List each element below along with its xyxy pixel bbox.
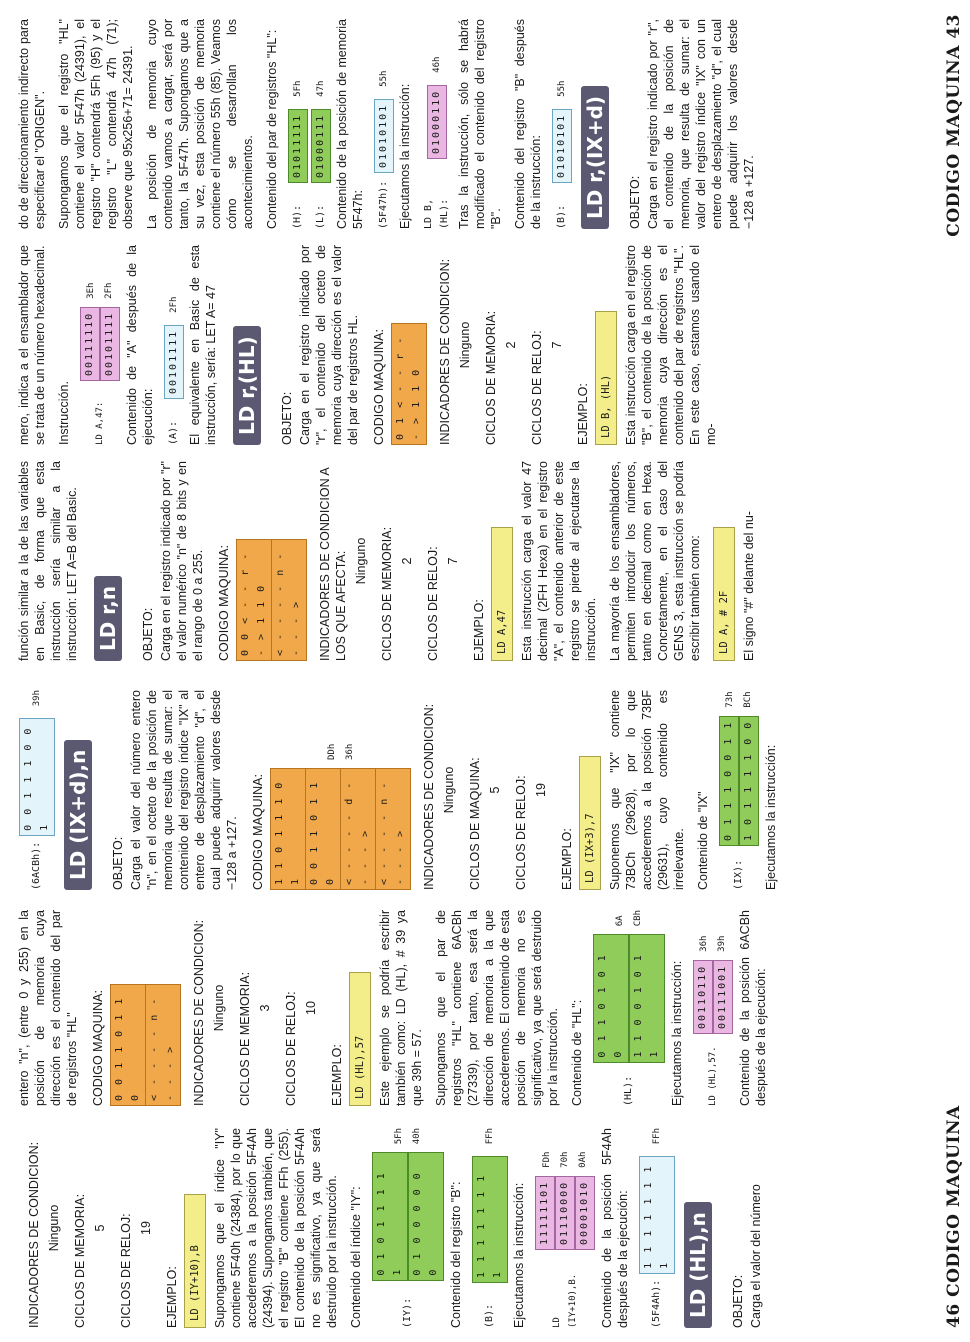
memory-cycles-value: 3 [258,1004,272,1012]
bit-cell: 1 1 1 1 1 1 1 1 [472,1156,508,1283]
paragraph: Suponemos que "IX" contiene 73BCh (29628), por lo que accederemos a la posición 73BF (29631), cuyo contenido es irrelevante. [608,690,686,890]
hex-value: 3Eh [86,282,96,299]
hex-value: 5Fh [394,1128,404,1145]
register-ix [719,690,759,890]
example-label: EJEMPLO: [576,383,590,445]
paragraph: Contenido de "A" después de la ejecución: [125,245,155,445]
bit-cell: 01000111 [311,109,331,183]
register-name: (5F4Ah): [651,1279,662,1328]
bit-stack [719,716,759,846]
indicators-value: Ninguno [442,766,456,814]
bit-cell: 01110000 [555,1176,575,1250]
register-l [311,19,331,229]
code-row: 0 1 < - - r - - > 1 1 0 [395,335,422,440]
hex-value: 70h [560,1151,570,1168]
machine-code-label: CODIGO MAQUINA: [372,329,386,445]
bit-cell: 00001010 [575,1176,595,1250]
hex-value: FFh [652,1128,662,1145]
section-title: LD r,(HL) [233,326,261,445]
clock-cycles-value: 7 [446,557,460,565]
register-h [288,19,308,229]
instruction-name: LD (IY+10),B. [552,1273,578,1328]
objective-label: OBJETO: [628,175,642,229]
paragraph: entero "n", (entre 0 y 255) en la posición de memoria cuya dirección es el contenido del par de registros "HL" [17,910,79,1106]
bit-cell: 00111110 [80,307,100,381]
memory-cycles-label: CICLOS DE MEMORIA: [238,971,252,1106]
paragraph: Contenido de la posición 6ACBh después de la ejecución: [738,910,768,1106]
hex-stack [391,1128,425,1144]
register-name: (B): [484,1303,495,1328]
bit-cell: 11111101 [535,1176,555,1250]
register-name: (A): [168,420,179,445]
memory-5f47h [374,19,394,229]
example-label: EJEMPLO: [560,828,574,890]
paragraph: Contenido del par de registros "HL": [265,29,279,229]
memory-cycles-label: CICLOS DE MEMORIA: [484,310,498,445]
indicators-value: Ninguno [212,984,226,1032]
paragraph: Ejecutamos la instrucción: [764,744,778,890]
paragraph: Ejecutamos la instrucción: [670,960,684,1106]
register-name: (IX): [733,859,744,890]
objective-label: OBJETO: [141,607,155,661]
example-box: LD (IY+10),B [184,1194,206,1328]
objective-text: Carga en el registro indicado por "r", el contenido del octeto de memoria cuya dirección es el valor del par de registros HL. [298,245,360,445]
hex-stack [324,744,358,760]
memory-cycles-value: 5 [93,1224,107,1232]
clock-cycles-value: 19 [534,783,548,797]
clock-cycles-value: 19 [139,1221,153,1235]
code-row: 1 1 0 1 1 1 0 1 [274,780,301,885]
instruction-name: LD A,47: [95,401,105,445]
objective-text: Carga el valor del número entero "n", en el octeto de la posición de memoria que resulta de sumar: el contenido del registro índice "IX" al entero de desplazamiento "d", el cual puede adquirir valores desde −128 a +127. [129,690,239,890]
memory-5f4ah [639,1128,675,1328]
right-col-3 [16,19,765,229]
machine-code-label: CODIGO MAQUINA: [251,774,265,890]
hex-value: 0Ah [578,1151,588,1168]
register-name: (6ACBh): [31,841,42,890]
hex-stack [539,1152,591,1168]
hex-value: 73h [725,691,735,708]
paragraph: Ejecutamos la instrucción: [512,1182,526,1328]
bit-cell: 0 1 1 0 1 0 1 0 [593,934,629,1062]
objective-label: OBJETO: [280,391,294,445]
machine-code-box [236,539,307,661]
code-row: 0 0 < - - r - - > 1 1 0 [240,551,267,656]
section-title: LD (IX+d),n [64,740,92,890]
indicators-label: INDICADORES DE CONDICION: [422,703,436,890]
hex-value: FFh [485,1128,495,1145]
bit-cell: 01010101 [552,109,572,183]
instruction-bytes [535,1128,595,1328]
hex-value: FDh [542,1151,552,1168]
machine-code-box [391,323,427,445]
code-row: 0 0 1 1 0 1 1 0 [305,769,340,889]
register-b [472,1128,508,1328]
memory-6acbh [19,690,55,890]
bit-cell: 01000110 [427,85,447,159]
hex-value: 47h [316,80,326,97]
example-label: EJEMPLO: [165,1266,179,1328]
page-46 [0,671,970,1342]
indicators-value: Ninguno [458,321,472,369]
paragraph: función similar a la de las variables en Basic, de forma que esta instrucción sería similar a la instrucción: LET A=B del Basic. [17,461,79,661]
memory-cycles-value: 2 [400,557,414,565]
bit-cell: 00101111 [100,307,120,381]
bit-cell: 0 1 1 1 0 0 1 1 [719,716,739,846]
register-iy [372,1128,444,1328]
paragraph: mero, indica a el ensamblador que se trata de un número hexadecimal. [17,245,47,445]
paragraph: Este ejemplo se podría escribir también como: LD (HL), # 39 ya que 39h = 57. [378,910,424,1106]
register-name: (IY): [402,1297,413,1328]
machine-code-box [110,984,181,1106]
register-name: (5F47h): [378,180,389,229]
hex-value: DDh [326,743,337,760]
hex-value: 2Fh [169,296,179,313]
objective-text: Carga en el registro indicado por "r" el valor numérico "n" de 8 bits y en el rango de 0 a 255. [159,461,205,661]
left-col-1 [16,1128,772,1328]
right-col-2 [16,245,727,445]
indicators-label: INDICADORES DE CONDICION: [27,1141,41,1328]
register-name: (HL): [623,1075,634,1106]
example-box: LD B, (HL) [595,311,617,445]
paragraph: Contenido de "IX" [696,791,710,890]
paragraph: La posición de memoria cuyo contenido vamos a cargar, será por tanto, la 5F47h. Supongamos que a su vez, esta posición de memoria contiene el número 55h (85). Veamos cómo se desarrollan los acontecimientos. [145,19,255,229]
clock-cycles-value: 7 [550,341,564,349]
section-title: LD r,n [94,576,122,661]
example-label: EJEMPLO: [330,1044,344,1106]
code-row: 0 0 1 1 0 1 1 0 [114,996,141,1101]
bit-cell: 0 1 0 0 0 0 0 0 [408,1152,444,1280]
paragraph: Contenido de "HL": [570,999,584,1106]
bit-cell: 1 1 0 0 1 0 1 1 [629,934,665,1062]
machine-code-label: CODIGO MAQUINA: [91,990,105,1106]
paragraph: Supongamos que el registro "HL" contiene el valor 5F47h (24391), el registro "H" contendrá 5Fh (95) y el registro "L" contendrá 47h (71); observe que 95x256+71= 24391. [57,19,135,229]
objective-label: OBJETO: [111,836,125,890]
bit-stack [535,1176,595,1250]
machine-cycles-value: 5 [488,786,502,794]
bit-stack [80,307,120,381]
paragraph: Esta instrucción carga en el registro "B", el contenido de la posición de memoria cuya dirección es el contenido del par de registros "HL". En este caso, estamos usando el mo- [624,245,718,445]
indicators-label: INDICADORES DE CONDICION: [438,258,452,445]
machine-cycles-label: CICLOS DE MAQUINA: [468,757,482,890]
paragraph: Supongamos que el índice "IY" contiene 5F40h (24384), por lo que accederemos a la posición 5F4Ah (24394). Supongamos también, que el registro "B" contiene FFh (255). El contenido de la posición 5F4Ah no es significativo, ya que será destruido por la instrucción. [213,1128,339,1328]
objective-text: Carga en el registro indicado por "r", el contenido de la posición de memoria, que resulta de sumar: el valor del registro índice "IX" con un entero de desplazamiento "d", el cual puede adquirir los valores desde −128 a +127. [646,19,756,229]
code-row: < - - - - n - - - - > [375,769,410,889]
clock-cycles-label: CICLOS DE RELOJ: [426,546,440,661]
hex-value: BCh [743,691,753,708]
hex-value: CBh [633,910,643,927]
paragraph: Tras la instrucción, sólo se habrá modificado el contenido del registro "B". [457,19,503,229]
bit-cell: 0 1 0 1 1 1 1 1 [372,1152,408,1280]
section-title: LD r,(IX+d) [581,86,609,229]
right-col-1 [16,461,765,661]
hex-value: 46h [432,56,442,73]
code-row: < - - - - d - - - - > [340,769,375,889]
page-footer: CODIGO MAQUINA 43 [944,14,964,237]
instruction-bytes [80,245,120,445]
bit-cell: 00101111 [164,325,184,399]
bit-cell: 00110110 [693,960,713,1034]
paragraph: El signo "#" delante del nu- [742,511,756,661]
hex-stack [83,283,117,299]
hex-value: 36h [344,743,355,760]
left-col-3 [16,690,787,890]
indicators-label: INDICADORES DE CONDICION: [192,919,206,1106]
example-box-alt: LD A, # 2F [713,527,735,661]
bit-cell: 01011111 [288,109,308,183]
paragraph: El equivalente en Basic de esta instrucción, sería: LET A= 47 [188,245,218,445]
bit-stack [372,1152,444,1280]
instruction-name: LD B, (HL): [423,198,450,229]
instruction-name: LD (HL),57. [708,1046,718,1106]
hex-value: 55h [379,70,389,87]
machine-code-label: CODIGO MAQUINA: [217,545,231,661]
paragraph: Contenido de la posición de memoria 5F47h: [335,19,365,229]
bit-stack [593,934,665,1062]
left-col-2 [16,910,777,1106]
bit-cell: 1 1 1 1 1 1 1 1 [639,1156,675,1274]
section-title: LD (HL),n [684,1202,712,1328]
paragraph: Contenido del registro "B": [449,1181,463,1328]
hex-stack [722,691,756,707]
paragraph: Contenido de la posición 5F4Ah después de la ejecución: [600,1128,630,1328]
indicators-value: Ninguno [47,1204,61,1252]
memory-cycles-label: CICLOS DE MEMORIA: [380,526,394,661]
page-footer: 46 CODIGO MAQUINA [944,1105,964,1328]
paragraph: Instrucción. [57,381,71,445]
register-name: (B): [556,204,567,229]
clock-cycles-label: CICLOS DE RELOJ: [284,991,298,1106]
code-row: < - - - - n - - - - > [145,985,180,1105]
machine-code-box [270,768,411,890]
register-hl [593,910,665,1106]
hex-value: 36h [699,935,709,952]
example-box: LD A,47 [491,527,513,661]
register-b [552,19,572,229]
clock-cycles-label: CICLOS DE RELOJ: [530,330,544,445]
bit-cell: 01010101 [374,99,394,173]
register-name: (H): [292,204,303,229]
hex-value: 55h [557,80,567,97]
machine-code-group [270,690,411,890]
clock-cycles-label: CICLOS DE RELOJ: [514,775,528,890]
paragraph: La mayoría de los ensambladores, permiten introducir los números, tanto en decimal como en Hexa. Concretamente, en el caso del GENS 3, esta instrucción se podría escribir también como: [608,461,702,661]
hex-value: 6A [615,915,625,927]
hex-value: 39h [717,935,727,952]
hex-stack [612,910,646,926]
objective-label: OBJETO: [731,1274,745,1328]
register-a [164,245,184,445]
instruction-bytes [421,19,453,229]
bit-cell: 0 0 1 1 1 0 0 1 [19,718,55,836]
clock-cycles-label: CICLOS DE RELOJ: [119,1213,133,1328]
example-box: LD (IX+3),7 [579,756,601,890]
hex-value: 5Fh [293,80,303,97]
indicators-label: INDICADORES DE CONDICION A LOS QUE AFECTA: [318,467,348,661]
hex-value: 39h [32,690,42,707]
memory-cycles-label: CICLOS DE MEMORIA: [73,1193,87,1328]
paragraph: Ejecutamos la instrucción: [398,83,412,229]
hex-value: 2Fh [104,282,114,299]
hex-value: 40h [412,1128,422,1145]
paragraph: do de direccionamiento indirecto para especificar el "ORIGEN". [17,19,47,229]
bit-stack [693,960,733,1034]
register-name: (L): [315,204,326,229]
hex-stack [696,936,730,952]
paragraph: Esta instrucción carga el valor 47 decimal (2FH Hexa) en el registro "A", el contenido anterior de este registro se pierde al ejecutarse la instrucción. [520,461,598,661]
indicators-value: Ninguno [354,537,368,585]
instruction-bytes [693,910,733,1106]
paragraph: Contenido del índice "IY": [349,1186,363,1328]
paragraph: Supongamos que el par de registros "HL" contiene 6ACBh (27339), por tanto, esa será la dirección de memoria a la que accederemos. El contenido de esta posición de memoria no es significativo, ya que será destruido por la instrucción. [434,910,560,1106]
bit-cell: 00111001 [713,960,733,1034]
clock-cycles-value: 10 [304,1001,318,1015]
paragraph: Contenido del registro "B" después de la instrucción: [513,19,543,229]
example-label: EJEMPLO: [472,599,486,661]
objective-text: Carga el valor del número [749,1184,763,1328]
bit-cell: 1 0 1 1 1 1 0 0 [739,716,759,846]
memory-cycles-value: 2 [504,341,518,349]
example-box: LD (HL),57 [349,972,371,1106]
code-row: < - - - - n - - - - > [271,540,306,660]
